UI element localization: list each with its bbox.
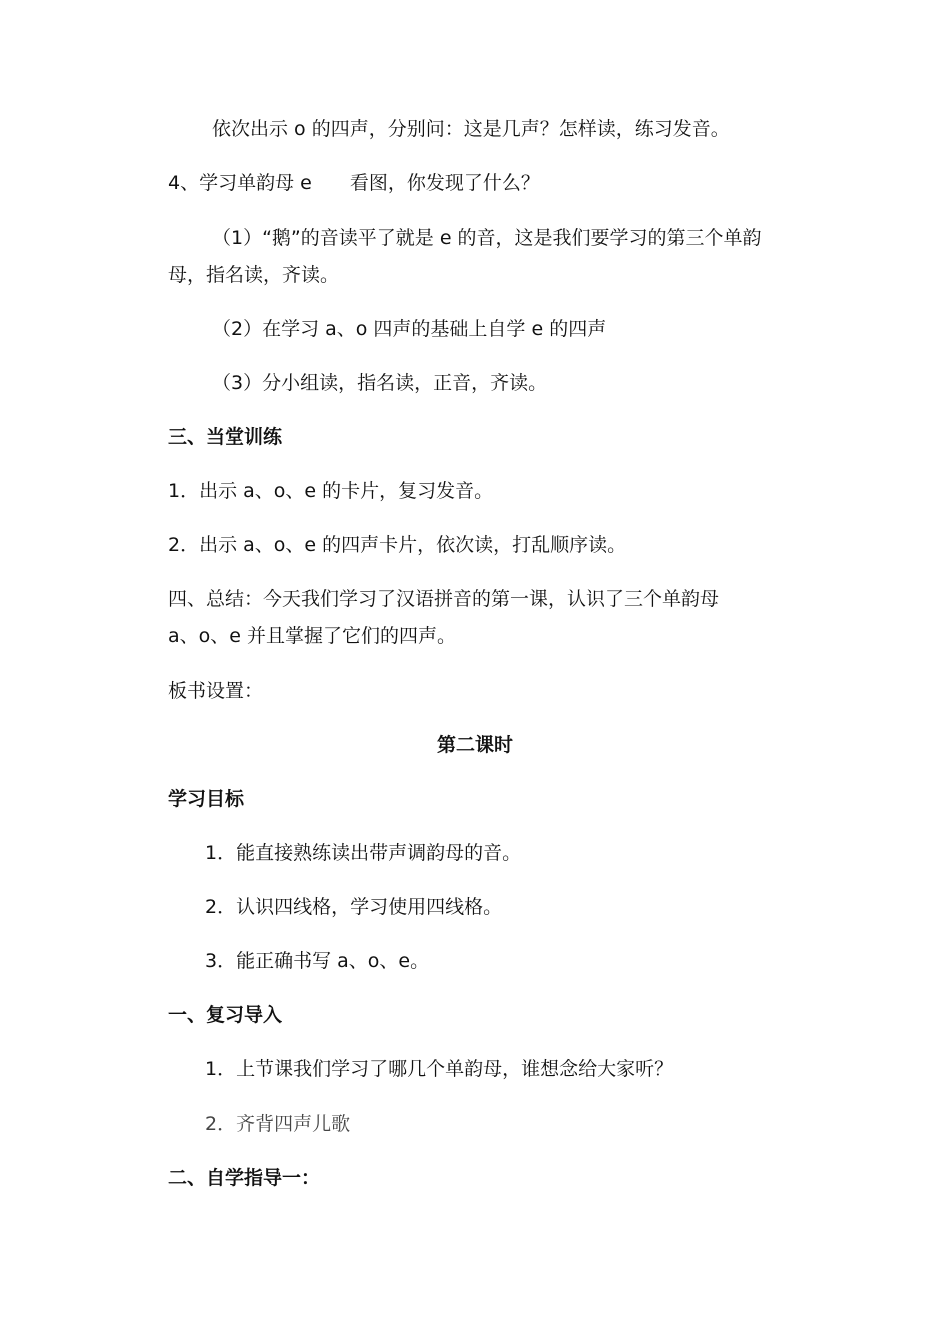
- text-line: （2）在学习 a、o 四声的基础上自学 e 的四声: [212, 318, 607, 340]
- text-line: 4、学习单韵母 e 看图，你发现了什么？: [168, 172, 540, 194]
- section-heading: 一、复习导入: [168, 1004, 283, 1026]
- section-heading: 学习目标: [168, 788, 245, 810]
- section-heading: 三、当堂训练: [168, 426, 283, 448]
- text-line: （1）“鹅”的音读平了就是 e 的音，这是我们要学习的第三个单韵: [212, 227, 762, 249]
- text-line: 四、总结：今天我们学习了汉语拼音的第一课，认识了三个单韵母: [168, 588, 720, 610]
- text-line: 1．能直接熟练读出带声调韵母的音。: [205, 842, 522, 864]
- text-line: 母，指名读，齐读。: [168, 264, 340, 286]
- lesson-title: 第二课时: [436, 734, 513, 756]
- text-line: 板书设置：: [168, 680, 264, 702]
- text-line: 1．出示 a、o、e 的卡片，复习发音。: [168, 480, 494, 502]
- text-line: 2．认识四线格，学习使用四线格。: [205, 896, 503, 918]
- text-line: 2．出示 a、o、e 的四声卡片，依次读，打乱顺序读。: [168, 534, 627, 556]
- text-line: 依次出示 o 的四声，分别问：这是几声？怎样读，练习发音。: [212, 118, 730, 140]
- text-line: 2．齐背四声儿歌: [205, 1113, 351, 1135]
- text-line: 3．能正确书写 a、o、e。: [205, 950, 430, 972]
- section-heading: 二、自学指导一：: [168, 1167, 321, 1189]
- text-line: 1．上节课我们学习了哪几个单韵母，谁想念给大家听？: [205, 1058, 674, 1080]
- text-line: （3）分小组读，指名读，正音，齐读。: [212, 372, 548, 394]
- text-line: a、o、e 并且掌握了它们的四声。: [168, 625, 456, 647]
